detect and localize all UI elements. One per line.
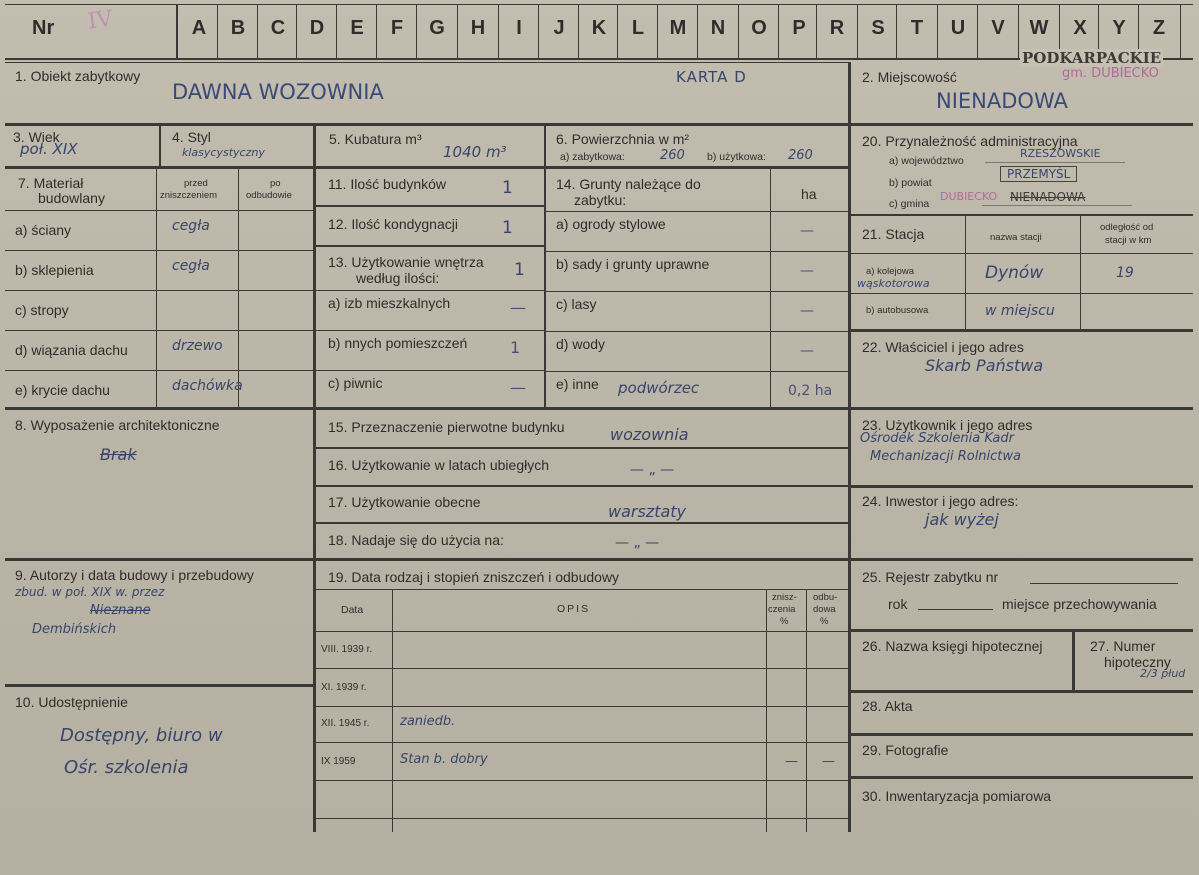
field-4-value: klasycystyczny <box>182 146 265 159</box>
field-14-unit: ha <box>801 186 817 202</box>
index-letter: F <box>390 17 404 39</box>
field-19-label: 19. Data rodzaj i stopień zniszczeń i odbudowy <box>328 569 620 585</box>
field-20a-value: RZESZOWSKIE <box>1020 147 1101 160</box>
letter-divider <box>937 4 938 58</box>
field-13-row-value: 1 <box>510 338 521 357</box>
field-7-row-divider <box>5 370 315 371</box>
letter-divider <box>578 4 579 58</box>
field-7-row-value: cegła <box>172 258 210 274</box>
field-15-value: wozownia <box>610 425 689 444</box>
field-22-label: 22. Właściciel i jego adres <box>862 339 1024 355</box>
field-25-label: 25. Rejestr zabytku nr <box>862 569 999 585</box>
index-letter: S <box>871 17 885 39</box>
index-letter: Y <box>1112 17 1126 39</box>
field-13-row-label: b) nnych pomieszczeń <box>328 335 468 351</box>
field-7-label-1: 7. Materiał <box>18 175 84 191</box>
field-13-row-divider <box>316 370 544 371</box>
karta-note: KARTA D <box>676 68 747 86</box>
field-21b-label: b) autobusowa <box>866 305 929 316</box>
field-14-row-value: — <box>800 223 814 239</box>
letter-divider <box>977 4 978 58</box>
field-19-row-date: IX 1959 <box>321 756 356 767</box>
field-7-col1a: przed <box>184 178 208 189</box>
field-5-value: 1040 m³ <box>443 143 507 161</box>
field-13-value: 1 <box>514 260 525 280</box>
field-14-row-value: — <box>800 303 814 319</box>
letter-divider <box>296 4 297 58</box>
field-6b-value: 260 <box>788 148 813 163</box>
field-13-row-divider <box>316 330 544 331</box>
field-23-label: 23. Użytkownik i jego adres <box>862 417 1033 433</box>
index-letter: T <box>910 17 924 39</box>
field-19-row-divider <box>316 706 848 707</box>
field-10-line2: Ośr. szkolenia <box>64 757 189 778</box>
letter-divider <box>857 4 858 58</box>
field-7-row-label: d) wiązania dachu <box>15 342 128 358</box>
index-letter: U <box>950 17 966 39</box>
field-1-value: DAWNA WOZOWNIA <box>172 80 384 104</box>
index-letter: K <box>591 17 607 39</box>
field-3-label: 3. Wiek <box>13 129 60 145</box>
field-5-label: 5. Kubatura m³ <box>329 131 422 147</box>
index-letter: O <box>751 17 767 39</box>
index-letter: I <box>516 17 522 39</box>
field-23-line1: Ośrodek Szkolenia Kadr <box>860 431 1014 446</box>
field-17-value: warsztaty <box>608 502 687 521</box>
letter-divider <box>617 4 618 58</box>
field-24-label: 24. Inwestor i jego adres: <box>862 493 1019 509</box>
field-7-row-divider <box>5 290 315 291</box>
field-6-label: 6. Powierzchnia w m² <box>556 131 690 147</box>
field-8-label: 8. Wyposażenie architektoniczne <box>15 417 220 433</box>
index-letter: E <box>350 17 364 39</box>
field-7-row-value: dachówka <box>172 378 243 394</box>
field-19-row-date: XII. 1945 r. <box>321 718 370 729</box>
field-21b-name: w miejscu <box>985 303 1055 319</box>
letter-divider <box>1018 4 1019 58</box>
field-19-row-opis: Stan b. dobry <box>400 752 488 767</box>
field-29-label: 29. Fotografie <box>862 742 949 758</box>
field-7-col1b: zniszczeniem <box>160 190 218 201</box>
field-19-row-date: XI. 1939 r. <box>321 682 367 693</box>
field-19-row-zn: — <box>785 754 798 769</box>
field-18-label: 18. Nadaje się do użycia na: <box>328 532 504 548</box>
field-19-row-divider <box>316 668 848 669</box>
letter-divider <box>697 4 698 58</box>
field-22-value: Skarb Państwa <box>925 356 1044 375</box>
field-21a-note: wąskotorowa <box>857 277 930 290</box>
field-14-label-1: 14. Grunty należące do <box>556 176 701 192</box>
letter-divider <box>457 4 458 58</box>
field-13-label-1: 13. Użytkowanie wnętrza <box>328 254 484 270</box>
field-19-col-zn3: % <box>780 616 789 627</box>
field-2-label: 2. Miejscowość <box>862 69 957 85</box>
index-letter: X <box>1073 17 1087 39</box>
field-8-value: Brak <box>100 445 137 464</box>
field-20b-label: b) powiat <box>889 177 932 189</box>
field-19-row-date: VIII. 1939 r. <box>321 644 373 655</box>
field-19-col-opis: OPIS <box>557 603 591 615</box>
field-6b-label: b) użytkowa: <box>707 151 766 163</box>
index-letter: B <box>230 17 246 39</box>
field-7-row-value: cegła <box>172 218 210 234</box>
field-21a-name: Dynów <box>985 263 1044 283</box>
field-19-col-zn1: znisz- <box>772 592 797 603</box>
field-10-label: 10. Udostępnienie <box>15 694 128 710</box>
field-13-row-label: a) izb mieszkalnych <box>328 295 451 311</box>
field-17-label: 17. Użytkowanie obecne <box>328 494 481 510</box>
index-letter: Z <box>1152 17 1166 39</box>
letter-divider <box>778 4 779 58</box>
field-12-label: 12. Ilość kondygnacji <box>328 216 458 232</box>
field-3-value: poł. XIX <box>20 140 78 158</box>
field-21a-label: a) kolejowa <box>866 266 915 277</box>
field-14-row-label: b) sady i grunty uprawne <box>556 256 710 272</box>
field-14-row-value: 0,2 ha <box>788 383 833 399</box>
field-20c-value: NIENADOWA <box>1010 190 1086 204</box>
field-7-row-divider <box>5 330 315 331</box>
field-6a-value: 260 <box>660 148 685 163</box>
index-letter: D <box>309 17 325 39</box>
letter-divider <box>257 4 258 58</box>
index-letter: H <box>470 17 486 39</box>
field-19-col-date: Data <box>341 604 364 616</box>
field-15-label: 15. Przeznaczenie pierwotne budynku <box>328 419 565 435</box>
field-14-row-label: e) inne <box>556 376 599 392</box>
field-7-row-divider <box>5 250 315 251</box>
field-14-row-label: a) ogrody stylowe <box>556 216 666 232</box>
field-27-value: 2/3 płud <box>1140 667 1186 680</box>
letter-divider <box>816 4 817 58</box>
nr-pencil-mark: IV <box>86 6 115 35</box>
field-20c-label: c) gmina <box>889 198 930 210</box>
field-21-col2a: odległość od <box>1100 222 1154 233</box>
field-20a-label: a) województwo <box>889 155 964 167</box>
field-14-row-note: podwórzec <box>618 379 700 397</box>
field-7-row-label: b) sklepienia <box>15 262 94 278</box>
field-24-value: jak wyżej <box>925 510 999 529</box>
letter-divider <box>336 4 337 58</box>
field-14-row-divider <box>546 371 848 372</box>
field-14-row-divider <box>546 291 848 292</box>
index-letter: A <box>191 17 207 39</box>
field-7-row-label: a) ściany <box>15 222 72 238</box>
field-14-label-2: zabytku: <box>574 192 627 208</box>
field-19-col-od3: % <box>820 616 829 627</box>
field-16-value: — „ — <box>630 462 675 478</box>
letter-divider <box>738 4 739 58</box>
letter-divider <box>416 4 417 58</box>
field-30-label: 30. Inwentaryzacja pomiarowa <box>862 788 1052 804</box>
field-13-row-label: c) piwnic <box>328 375 383 391</box>
field-7-col2b: odbudowie <box>246 190 292 201</box>
field-7-row-label: c) stropy <box>15 302 69 318</box>
field-19-col-od2: dowa <box>813 604 836 615</box>
field-20c-old: DUBIECKO <box>940 190 998 203</box>
letter-divider <box>657 4 658 58</box>
field-9-line2: Nieznane <box>90 603 151 618</box>
field-19-col-od1: odbu- <box>813 592 838 603</box>
index-letter: M <box>669 17 687 39</box>
field-21a-km: 19 <box>1116 265 1134 281</box>
field-9-label: 9. Autorzy i data budowy i przebudowy <box>15 567 254 583</box>
field-7-row-divider <box>5 210 315 211</box>
field-9-line3: Dembińskich <box>32 622 117 637</box>
region-stamp: PODKARPACKIE <box>1022 49 1162 67</box>
field-7-col2a: po <box>270 178 281 189</box>
index-letter: V <box>991 17 1005 39</box>
field-21-col1: nazwa stacji <box>990 232 1042 243</box>
field-7-row-value: drzewo <box>172 338 223 354</box>
field-2-value: NIENADOWA <box>936 89 1068 113</box>
field-7-label-2: budowlany <box>38 190 105 206</box>
field-19-row-od: — <box>822 754 835 769</box>
index-letter: L <box>631 17 645 39</box>
field-7-row-label: e) krycie dachu <box>15 382 110 398</box>
field-25-miejsce: miejsce przechowywania <box>1002 596 1157 612</box>
field-27-label-2: hipoteczny <box>1104 654 1171 670</box>
field-19-row-divider <box>316 818 848 819</box>
letter-divider <box>217 4 218 58</box>
letter-divider <box>1180 4 1181 58</box>
index-letter: P <box>792 17 806 39</box>
index-letter: C <box>270 17 286 39</box>
field-23-line2: Mechanizacji Rolnictwa <box>870 449 1022 464</box>
index-letter: J <box>553 17 565 39</box>
index-letter: G <box>429 17 445 39</box>
field-14-row-divider <box>546 331 848 332</box>
field-9-line1: zbud. w poł. XIX w. przez <box>15 585 165 599</box>
field-11-value: 1 <box>502 178 513 198</box>
field-20b-value: PRZEMYŚL <box>1000 166 1077 182</box>
field-14-row-value: — <box>800 263 814 279</box>
index-letter: W <box>1029 17 1049 39</box>
field-26-label: 26. Nazwa księgi hipotecznej <box>862 638 1043 654</box>
field-28-label: 28. Akta <box>862 698 913 714</box>
field-6a-label: a) zabytkowa: <box>560 151 625 163</box>
field-10-line1: Dostępny, biuro w <box>60 725 223 746</box>
letter-divider <box>498 4 499 58</box>
field-11-label: 11. Ilość budynków <box>328 176 447 192</box>
field-21-label: 21. Stacja <box>862 226 925 242</box>
field-21-col2b: stacji w km <box>1105 235 1152 246</box>
field-13-row-value: — <box>510 298 526 317</box>
field-13-row-divider <box>316 290 544 291</box>
field-19-row-divider <box>316 780 848 781</box>
letter-divider <box>538 4 539 58</box>
field-25-rok: rok <box>888 596 908 612</box>
letter-divider <box>376 4 377 58</box>
field-14-row-label: d) wody <box>556 336 606 352</box>
field-16-label: 16. Użytkowanie w latach ubiegłych <box>328 457 550 473</box>
field-13-label-2: według ilości: <box>356 270 440 286</box>
field-14-row-label: c) lasy <box>556 296 597 312</box>
field-19-row-opis: zaniedb. <box>400 714 456 729</box>
nr-label: Nr <box>32 17 55 39</box>
letter-divider <box>896 4 897 58</box>
field-20-label: 20. Przynależność administracyjna <box>862 133 1078 149</box>
field-19-col-zn2: czenia <box>768 604 796 615</box>
field-14-row-value: — <box>800 343 814 359</box>
field-12-value: 1 <box>502 218 513 238</box>
index-letter: N <box>710 17 726 39</box>
index-letter: R <box>829 17 845 39</box>
gmina-stamp: gm. DUBIECKO <box>1062 66 1159 81</box>
field-14-row-divider <box>546 251 848 252</box>
field-19-row-divider <box>316 742 848 743</box>
field-13-row-value: — <box>510 378 526 397</box>
field-4-label: 4. Styl <box>172 129 211 145</box>
field-18-value: — „ — <box>615 535 660 551</box>
field-1-label: 1. Obiekt zabytkowy <box>15 68 141 84</box>
field-27-label-1: 27. Numer <box>1090 638 1156 654</box>
